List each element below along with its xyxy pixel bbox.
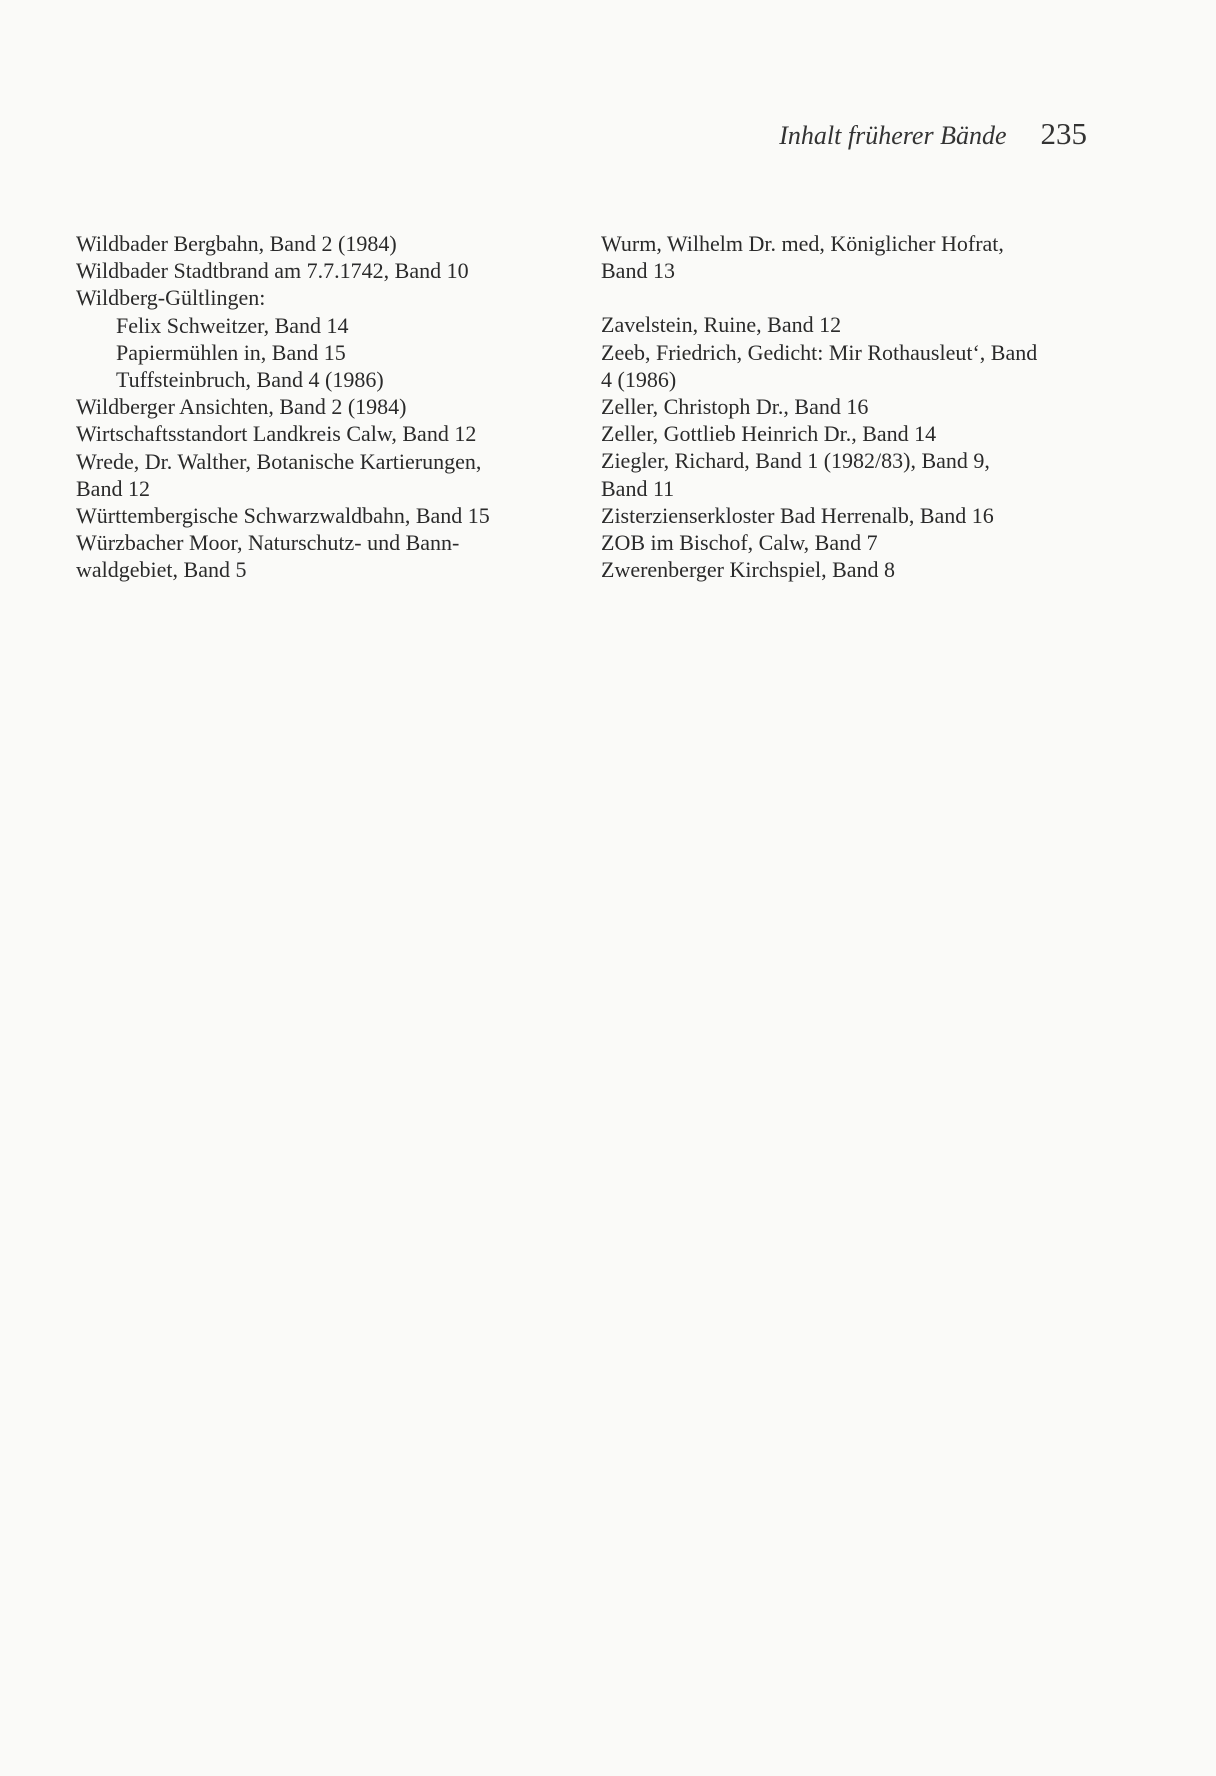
index-entry-line: Wrede, Dr. Walther, Botanische Kartierungen, — [76, 448, 482, 474]
index-entry-line: Band 11 — [601, 475, 675, 501]
index-entry-line: 4 (1986) — [601, 366, 677, 392]
index-entry-line: Wildbader Stadtbrand am 7.7.1742, Band 10 — [76, 258, 469, 284]
running-header — [779, 116, 1087, 152]
index-entry-line: Württembergische Schwarzwaldbahn, Band 15 — [76, 503, 490, 529]
index-entry — [76, 502, 576, 529]
index-entry — [76, 284, 576, 311]
index-entry-line: Tuffsteinbruch, Band 4 (1986) — [116, 367, 384, 393]
index-column-left — [76, 230, 576, 584]
index-entry-line: Wurm, Wilhelm Dr. med, Königlicher Hofrat, — [601, 231, 1004, 256]
index-entry — [76, 366, 576, 393]
index-entry — [76, 257, 576, 284]
index-entry — [601, 556, 1101, 583]
index-entry — [76, 393, 576, 420]
entry-spacer — [601, 284, 1101, 311]
index-entry-line: Zavelstein, Ruine, Band 12 — [601, 312, 842, 338]
index-entry — [76, 448, 576, 502]
index-entry-line: Ziegler, Richard, Band 1 (1982/83), Band 9, — [601, 448, 990, 474]
index-entry-line: Wirtschaftsstandort Landkreis Calw, Band 12 — [76, 421, 477, 447]
index-entry — [601, 502, 1101, 529]
index-entry — [76, 529, 576, 583]
index-entry — [601, 393, 1101, 420]
index-entry-line: Wildberg-Gültlingen: — [76, 285, 266, 311]
index-entry-line: Band 13 — [601, 258, 675, 284]
index-entry-line: Wildberger Ansichten, Band 2 (1984) — [76, 394, 407, 420]
index-entry-line: Zeller, Christoph Dr., Band 16 — [601, 394, 869, 420]
index-entry-line: Wildbader Bergbahn, Band 2 (1984) — [76, 231, 397, 256]
index-entry-line: Papiermühlen in, Band 15 — [116, 339, 346, 365]
index-entry — [76, 339, 576, 366]
index-entry-line: Felix Schweitzer, Band 14 — [116, 312, 349, 338]
index-entry — [601, 447, 1101, 501]
index-entry — [76, 312, 576, 339]
index-entry-line: Band 12 — [76, 475, 150, 501]
index-entry-line: Zeeb, Friedrich, Gedicht: Mir Rothausleut‘, Band — [601, 339, 1038, 365]
index-entry — [601, 420, 1101, 447]
index-entry-line: ZOB im Bischof, Calw, Band 7 — [601, 530, 878, 556]
index-entry — [601, 230, 1101, 284]
index-entry-line: waldgebiet, Band 5 — [76, 557, 247, 583]
index-entry — [76, 230, 576, 257]
page-number: 235 — [1040, 116, 1087, 151]
index-entry-line: Zeller, Gottlieb Heinrich Dr., Band 14 — [601, 421, 937, 447]
index-column-right — [601, 230, 1101, 583]
index-entry-line: Zisterzienserkloster Bad Herrenalb, Band 16 — [601, 502, 994, 528]
index-entry-line: Würzbacher Moor, Naturschutz- und Bann- — [76, 530, 460, 556]
index-entry — [601, 339, 1101, 393]
index-entry — [601, 311, 1101, 338]
index-entry — [601, 529, 1101, 556]
running-title: Inhalt früherer Bände — [779, 121, 1007, 150]
index-entry-line: Zwerenberger Kirchspiel, Band 8 — [601, 557, 896, 583]
index-entry — [76, 420, 576, 447]
